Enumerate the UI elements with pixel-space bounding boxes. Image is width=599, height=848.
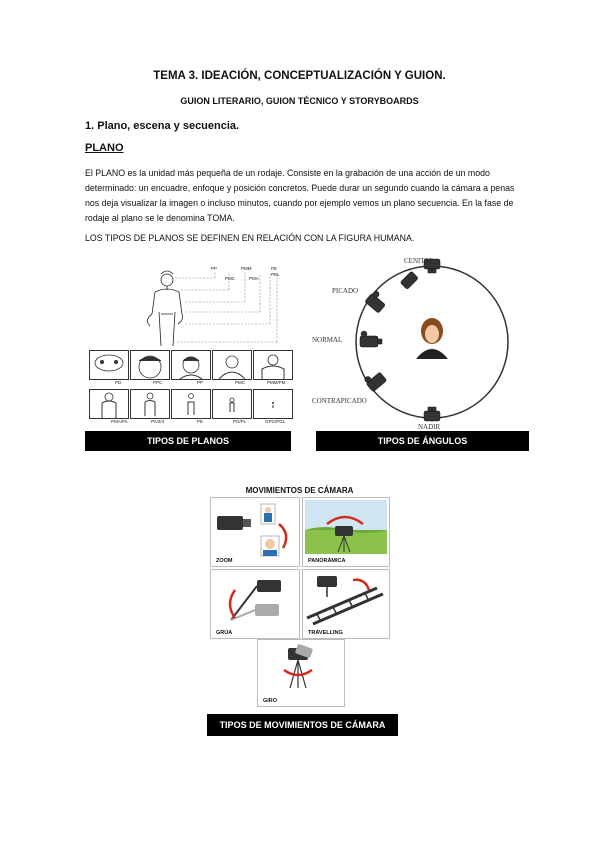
camera-nadir-icon: [424, 407, 440, 421]
panel-giro: [257, 639, 345, 707]
caption-tipos-de-movimientos: TIPOS DE MOVIMIENTOS DE CÁMARA: [207, 714, 398, 736]
panel-zoom: [210, 497, 300, 567]
thumb-pmc: [212, 350, 252, 380]
label-picado: PICADO: [332, 287, 359, 295]
document-subtitle: GUION LITERARIO, GUION TÉCNICO Y STORYBOARDS: [180, 96, 419, 106]
angulos-diagram: [310, 253, 530, 431]
thumb-label-pma: PMA/PA: [111, 419, 128, 424]
panel-travelling: [302, 569, 390, 639]
thumb-label-pmm: PMM/PM: [267, 380, 286, 385]
camera-top-right-icon: [400, 271, 418, 289]
label-pel: PEL: [271, 272, 280, 277]
thumb-pma: [89, 389, 129, 419]
thumb-label-gpg: GPG/PGL: [265, 419, 286, 424]
thumb-label-pd: PD: [115, 380, 122, 385]
label-pma: PMA: [249, 276, 259, 281]
thumb-pd: [89, 350, 129, 380]
plano-heading: PLANO: [85, 142, 124, 154]
camera-normal-icon: [360, 331, 382, 347]
thumb-gpg: [253, 389, 293, 419]
camera-contrapicado-icon: [363, 368, 387, 392]
thumb-ppc: [130, 350, 170, 380]
panel-grua: [210, 569, 300, 639]
label-pmc: PMC: [225, 276, 235, 281]
person-icon: [416, 318, 448, 359]
label-cenital: CENITAL: [404, 257, 434, 265]
thumb-pg: [212, 389, 252, 419]
label-nadir: NADIR: [418, 423, 441, 431]
panel-panoramica: [302, 497, 390, 567]
plano-paragraph: El PLANO es la unidad más pequeña de un rodaje. Consiste en la grabación de una acción de un modo determinado: un encuadre, enfoque y posición concretos. Puede durar un segundo cuando la cámara a penas nos deja visualizar la imagen o incluso minutos, cuando por ejemplo vemos un plano secuencia. En la fase de rodaje al plano se le denomina TOMA.: [85, 168, 515, 223]
panel-label-giro: GIRO: [263, 698, 278, 704]
thumb-pe: [171, 389, 211, 419]
panel-label-zoom: ZOOM: [216, 558, 233, 564]
types-statement: LOS TIPOS DE PLANOS SE DEFINEN EN RELACIÓN CON LA FIGURA HUMANA.: [85, 233, 415, 243]
panel-label-panoramica: PANORÁMICA: [308, 558, 346, 564]
section-heading: 1. Plano, escena y secuencia.: [85, 120, 240, 132]
label-normal: NORMAL: [312, 336, 343, 344]
movimientos-title: MOVIMIENTOS DE CÁMARA: [245, 486, 354, 495]
camera-icon: [217, 516, 243, 530]
thumb-pp: [171, 350, 211, 380]
thumb-pa: [130, 389, 170, 419]
panel-label-grua: GRÚA: [216, 630, 233, 636]
caption-tipos-de-planos: TIPOS DE PLANOS: [85, 431, 291, 451]
thumb-label-pe: PE: [197, 419, 204, 424]
thumb-pmm: [253, 350, 293, 380]
label-contrapicado: CONTRAPICADO: [312, 397, 367, 405]
thumb-label-pp: PP: [197, 380, 204, 385]
thumb-label-pa: PA/3/4: [151, 419, 165, 424]
panel-label-travelling: TRAVELLING: [308, 630, 343, 636]
label-pe: PE: [271, 266, 278, 271]
caption-tipos-de-angulos: TIPOS DE ÁNGULOS: [316, 431, 529, 451]
movimientos-illustration: [207, 483, 392, 708]
label-pmm: PMM: [241, 266, 252, 271]
thumb-label-ppc: PPC: [153, 380, 163, 385]
thumb-label-pmc: PMC: [235, 380, 245, 385]
thumb-label-pg: PG/PL: [233, 419, 247, 424]
document-title: TEMA 3. IDEACIÓN, CONCEPTUALIZACIÓN Y GUION.: [153, 70, 446, 82]
label-pp: PP: [211, 266, 218, 271]
camera-picado-icon: [365, 289, 389, 313]
planos-illustration: [85, 262, 291, 428]
human-figure-drawing: [85, 262, 291, 348]
